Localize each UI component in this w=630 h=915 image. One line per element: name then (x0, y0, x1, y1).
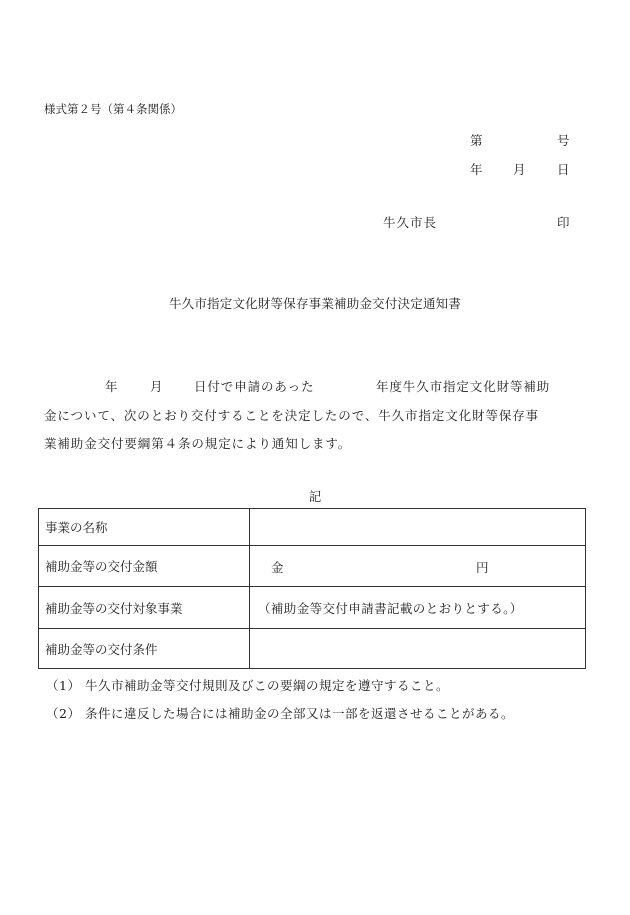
body-line-3: 業補助金交付要綱第４条の規定により通知します。 (44, 436, 352, 451)
table-row (39, 587, 586, 629)
note-text: 条件に違反した場合には補助金の全部又は一部を返還させることがある。 (84, 706, 514, 721)
row-label-project-name: 事業の名称 (39, 509, 250, 546)
condition-note-1 (46, 676, 449, 694)
amount-prefix: 金 (271, 560, 284, 575)
row-value-grant-amount (250, 546, 586, 587)
row-value-target-project: （補助金等交付申請書記載のとおりとする。） (250, 587, 586, 629)
row-label-conditions: 補助金等の交付条件 (39, 629, 250, 669)
number-prefix: 第 (470, 133, 483, 148)
note-number: （1） (46, 678, 81, 693)
row-value-conditions (250, 629, 586, 669)
condition-note-2 (46, 704, 514, 722)
body-text-1: 日付で申請のあった (194, 379, 315, 394)
body-line-2: 金について、次のとおり交付することを決定したので、牛久市指定文化財等保存事 (44, 408, 540, 423)
issuer-name: 牛久市長 (383, 215, 438, 230)
date-month: 月 (513, 162, 526, 177)
body-text-2: 年度牛久市指定文化財等補助 (376, 379, 551, 394)
row-value-project-name (250, 509, 586, 546)
grant-details-table (38, 508, 586, 669)
amount-suffix: 円 (476, 560, 489, 575)
body-year: 年 (105, 379, 119, 394)
date-year: 年 (470, 162, 483, 177)
body-month: 月 (150, 379, 164, 394)
note-number: （2） (46, 706, 81, 721)
number-suffix: 号 (557, 133, 570, 148)
document-title: 牛久市指定文化財等保存事業補助金交付決定通知書 (168, 296, 462, 311)
seal-mark: 印 (557, 215, 570, 230)
date-day: 日 (557, 162, 570, 177)
body-line-1 (0, 377, 630, 395)
table-row (39, 509, 586, 546)
date-line (0, 160, 630, 178)
form-number: 様式第２号（第４条関係） (44, 102, 182, 116)
row-label-target-project: 補助金等の交付対象事業 (39, 587, 250, 629)
ki-heading: 記 (308, 489, 322, 504)
note-text: 牛久市補助金等交付規則及びこの要綱の規定を遵守すること。 (84, 678, 449, 693)
document-number-line (0, 131, 630, 149)
row-label-grant-amount: 補助金等の交付金額 (39, 546, 250, 587)
table-row (39, 629, 586, 669)
table-row (39, 546, 586, 587)
issuer-line (0, 213, 630, 231)
